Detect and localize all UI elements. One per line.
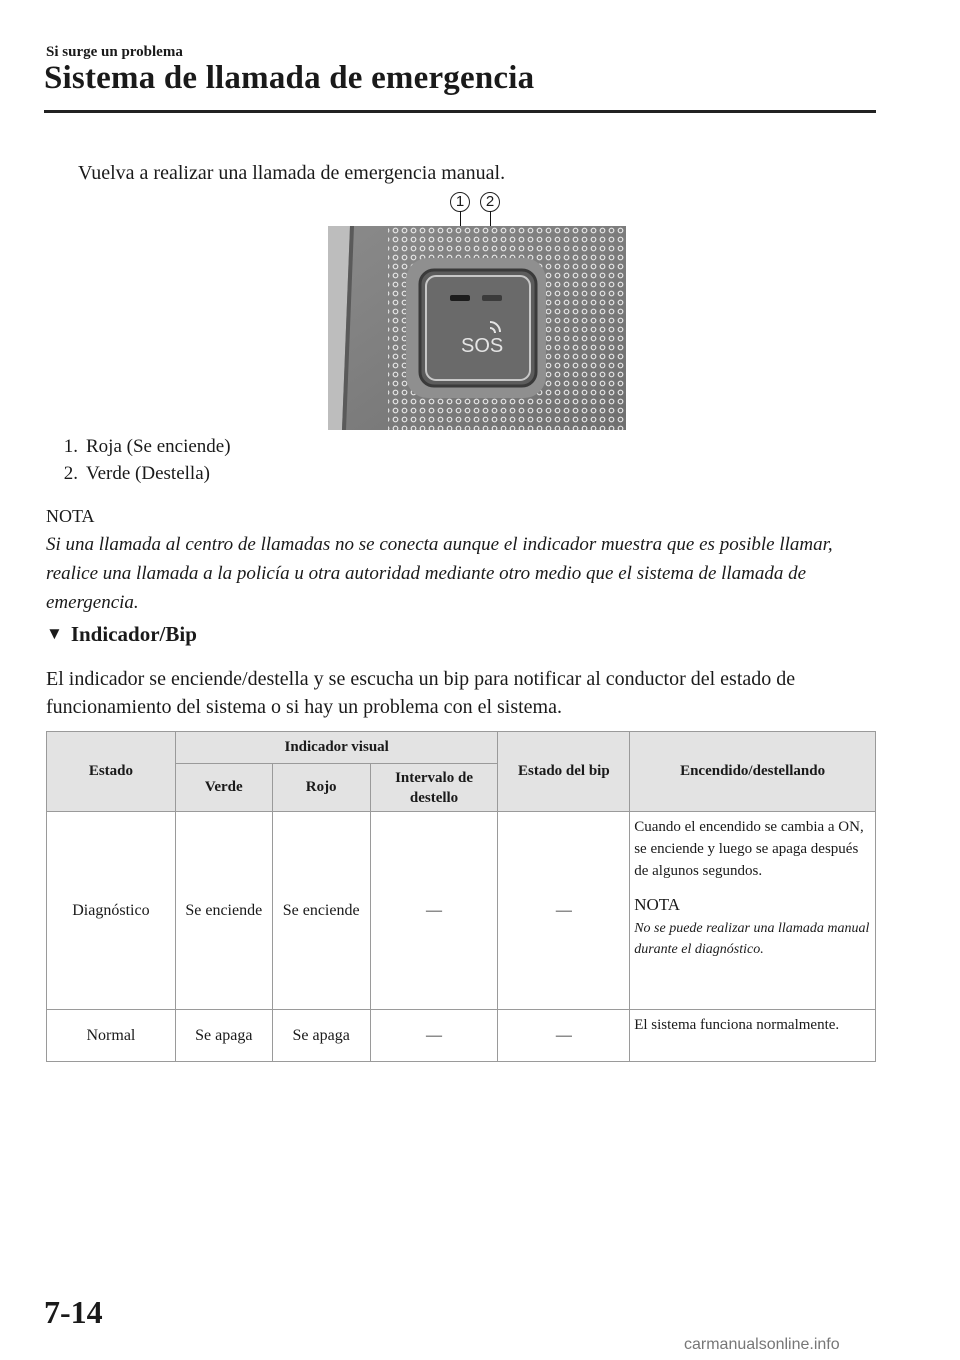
note-heading: NOTA <box>46 506 95 526</box>
section-label: Si surge un problema <box>46 44 183 60</box>
triangle-marker-icon: ▼ <box>46 624 63 643</box>
page-number: 7-14 <box>44 1294 103 1330</box>
cell-bip: — <box>498 1010 630 1062</box>
cell-estado: Diagnóstico <box>47 812 176 1010</box>
header-indicador-visual: Indicador visual <box>175 732 498 764</box>
legend-text: Verde (Destella) <box>86 463 210 484</box>
legend-item-2 <box>50 463 210 485</box>
legend-number: 1. <box>63 436 78 457</box>
header-estado: Estado <box>47 732 176 812</box>
header-verde: Verde <box>175 764 272 812</box>
section-heading <box>46 622 197 647</box>
header-estado-bip: Estado del bip <box>498 732 630 812</box>
intro-text: Vuelva a realizar una llamada de emergencia manual. <box>78 162 506 184</box>
status-table <box>46 731 876 1062</box>
header-rojo: Rojo <box>272 764 370 812</box>
legend-number: 2. <box>63 463 78 484</box>
table-row <box>47 812 876 1010</box>
title-rule <box>44 110 876 113</box>
cell-description <box>630 1010 876 1062</box>
cell-verde: Se enciende <box>175 812 272 1010</box>
cell-estado: Normal <box>47 1010 176 1062</box>
cell-rojo: Se apaga <box>272 1010 370 1062</box>
page-title: Sistema de llamada de emergencia <box>44 60 535 96</box>
legend-text: Roja (Se enciende) <box>86 436 231 457</box>
cell-note-text: No se puede realizar una llamada manual durante el diagnóstico. <box>634 921 870 957</box>
description-text: Cuando el encendido se cambia a ON, se enciende y luego se apaga después de algunos segundos. <box>634 819 864 879</box>
cell-description <box>630 812 876 1010</box>
cell-verde: Se apaga <box>175 1010 272 1062</box>
header-encendido: Encendido/destellando <box>630 732 876 812</box>
cell-rojo: Se enciende <box>272 812 370 1010</box>
table-row <box>47 1010 876 1062</box>
sos-button-photo <box>328 226 626 430</box>
description-text: El sistema funciona normalmente. <box>634 1017 840 1033</box>
callout-2: 2 <box>480 192 500 212</box>
cell-note-label: NOTA <box>634 895 681 914</box>
legend-item-1 <box>50 436 231 458</box>
cell-bip: — <box>498 812 630 1010</box>
section-body-text: El indicador se enciende/destella y se escucha un bip para notificar al conductor del estado de funcionamiento del sistema o si hay un problema con el sistema. <box>46 668 796 718</box>
callout-1: 1 <box>450 192 470 212</box>
note-text: Si una llamada al centro de llamadas no se conecta aunque el indicador muestra que es posible llamar, realice una llamada a la policía u otra autoridad mediante otro medio que el sistema de llamada de emergencia. <box>46 534 833 613</box>
cell-intervalo: — <box>370 812 498 1010</box>
section-heading-text: Indicador/Bip <box>70 622 197 646</box>
sos-button-label: SOS <box>461 335 504 357</box>
cell-intervalo: — <box>370 1010 498 1062</box>
watermark-link[interactable]: carmanualsonline.info <box>684 1336 840 1353</box>
header-intervalo: Intervalo de destello <box>370 764 498 812</box>
